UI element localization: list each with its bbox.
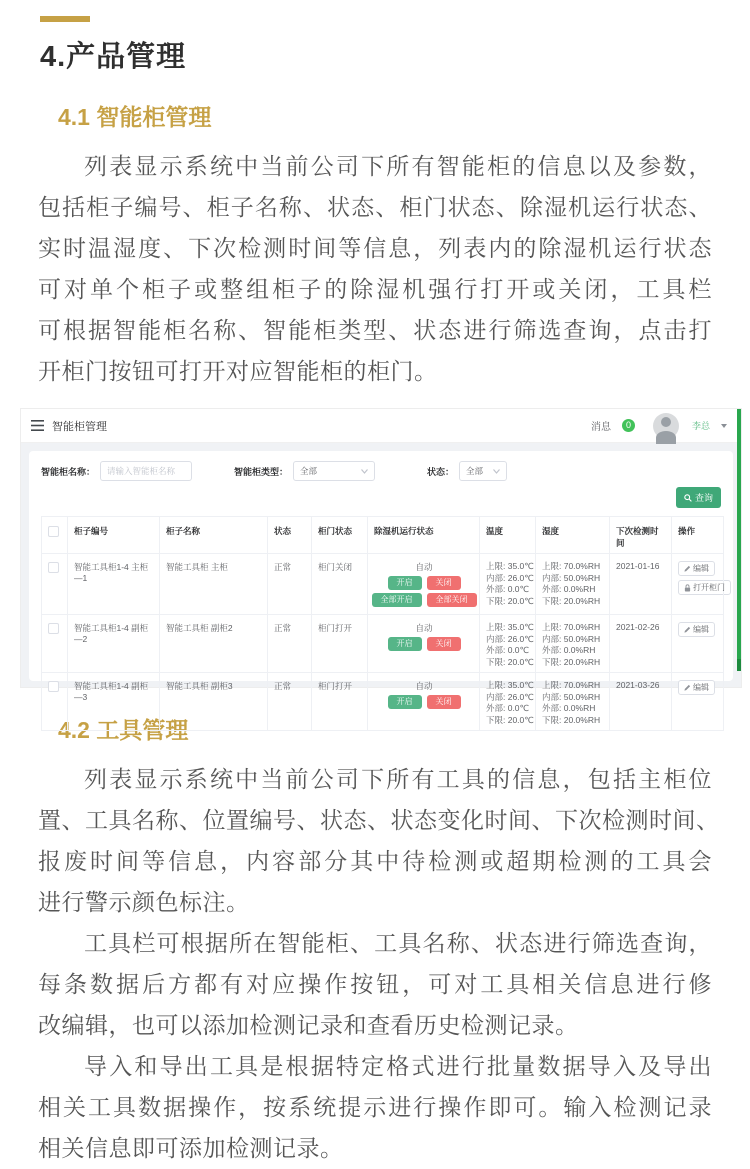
cabinet-table <box>41 516 724 731</box>
column-header: 状态 <box>268 517 312 554</box>
next-check-cell: 2021-03-26 <box>610 673 672 731</box>
dehumidifier-on-button[interactable]: 开启 <box>388 576 422 590</box>
cabinet-no-cell: 智能工具柜1-4 副柜—2 <box>68 615 160 673</box>
row-checkbox[interactable] <box>48 623 59 634</box>
dehumidifier-on-button[interactable]: 开启 <box>388 695 422 709</box>
column-header: 湿度 <box>536 517 610 554</box>
section-4-2-paragraph-1 <box>38 759 720 923</box>
page-title: 智能柜管理 <box>52 420 107 433</box>
dehumidifier-mode: 自动 <box>415 623 433 633</box>
humidity-cell: 上限: 70.0%RH 内部: 50.0%RH 外部: 0.0%RH 下限: 20.0%RH <box>536 615 610 673</box>
paragraph-line: 报废时间等信息，内容部分其中待检测或超期检测的工具会 <box>38 848 712 874</box>
section-4-1-paragraph <box>38 146 712 392</box>
paragraph-line: 可根据智能柜名称、智能柜类型、状态进行筛选查询，点击打 <box>38 317 712 343</box>
column-header: 除湿机运行状态 <box>368 517 480 554</box>
dehumidifier-all-off-button[interactable]: 全部关闭 <box>427 593 477 607</box>
cabinet-no-cell: 智能工具柜1-4 主柜—1 <box>68 554 160 615</box>
dehumidifier-off-button[interactable]: 关闭 <box>427 637 461 651</box>
section-4-2-paragraph-3 <box>38 1046 712 1169</box>
humidity-cell: 上限: 70.0%RH 内部: 50.0%RH 外部: 0.0%RH 下限: 20.0%RH <box>536 673 610 731</box>
humidity-cell: 上限: 70.0%RH 内部: 50.0%RH 外部: 0.0%RH 下限: 20.0%RH <box>536 554 610 615</box>
search-icon <box>684 494 692 502</box>
column-header: 柜子编号 <box>68 517 160 554</box>
table-row <box>42 673 724 731</box>
dehumidifier-all-on-button[interactable]: 全部开启 <box>372 593 422 607</box>
messages-count-badge: 0 <box>622 419 635 432</box>
temperature-cell: 上限: 35.0℃ 内部: 26.0℃ 外部: 0.0℃ 下限: 20.0℃ <box>480 615 536 673</box>
temperature-cell: 上限: 35.0℃ 内部: 26.0℃ 外部: 0.0℃ 下限: 20.0℃ <box>480 673 536 731</box>
paragraph-line: 进行警示颜色标注。 <box>38 889 250 915</box>
actions-cell <box>672 554 724 615</box>
edit-button[interactable]: 编辑 <box>678 622 715 637</box>
dehumidifier-mode: 自动 <box>415 562 433 572</box>
pencil-icon <box>684 684 691 691</box>
embedded-screenshot <box>20 408 742 725</box>
dehumidifier-off-button[interactable]: 关闭 <box>427 576 461 590</box>
pencil-icon <box>684 626 691 633</box>
cabinet-name-label: 智能柜名称： <box>41 466 96 477</box>
paragraph-line: 列表显示系统中当前公司下所有智能柜的信息以及参数， <box>84 153 712 179</box>
pencil-icon <box>684 565 691 572</box>
paragraph-line: 列表显示系统中当前公司下所有工具的信息，包括主柜位 <box>84 766 712 792</box>
next-check-cell: 2021-01-16 <box>610 554 672 615</box>
cabinet-no-cell: 智能工具柜1-4 副柜—3 <box>68 673 160 731</box>
status-cell: 正常 <box>268 554 312 615</box>
filter-toolbar <box>41 461 721 481</box>
table-row <box>42 554 724 615</box>
edit-button[interactable]: 编辑 <box>678 561 715 576</box>
accent-bar <box>40 16 90 22</box>
paragraph-line: 改编辑，也可以添加检测记录和查看历史检测记录。 <box>38 1012 579 1038</box>
table-header-row <box>42 517 724 554</box>
door-status-cell: 柜门打开 <box>312 673 368 731</box>
scrollbar-thumb[interactable] <box>737 409 741 659</box>
cabinet-name-cell: 智能工具柜 副柜2 <box>160 615 268 673</box>
hamburger-menu-icon[interactable] <box>31 420 44 431</box>
chevron-down-icon[interactable] <box>721 424 727 428</box>
column-header: 操作 <box>672 517 724 554</box>
select-all-checkbox[interactable] <box>48 526 59 537</box>
paragraph-line: 工具栏可根据所在智能柜、工具名称、状态进行筛选查询， <box>84 930 712 956</box>
avatar[interactable] <box>653 413 679 439</box>
chevron-down-icon <box>361 469 368 474</box>
status-cell: 正常 <box>268 615 312 673</box>
lock-icon <box>684 584 691 592</box>
table-row <box>42 615 724 673</box>
column-header: 温度 <box>480 517 536 554</box>
cabinet-type-label: 智能柜类型： <box>234 466 289 477</box>
dehumidifier-on-button[interactable]: 开启 <box>388 637 422 651</box>
paragraph-line: 置、工具名称、位置编号、状态、状态变化时间、下次检测时间、 <box>38 807 720 833</box>
section-4-2-paragraph-2 <box>38 923 712 1046</box>
cabinet-type-select[interactable]: 全部 <box>293 461 375 481</box>
dehumidifier-cell <box>368 615 480 673</box>
temperature-cell: 上限: 35.0℃ 内部: 26.0℃ 外部: 0.0℃ 下限: 20.0℃ <box>480 554 536 615</box>
messages-link[interactable]: 消息 <box>590 422 611 433</box>
row-checkbox[interactable] <box>48 681 59 692</box>
paragraph-line: 开柜门按钮可打开对应智能柜的柜门。 <box>38 358 438 384</box>
next-check-cell: 2021-02-26 <box>610 615 672 673</box>
app-content <box>21 443 741 725</box>
cabinet-name-cell: 智能工具柜 主柜 <box>160 554 268 615</box>
paragraph-line: 相关信息即可添加检测记录。 <box>38 1135 344 1161</box>
status-select[interactable]: 全部 <box>459 461 507 481</box>
cabinet-name-input[interactable] <box>100 461 192 481</box>
status-label: 状态： <box>427 466 455 477</box>
dehumidifier-mode: 自动 <box>415 681 433 691</box>
door-status-cell: 柜门打开 <box>312 615 368 673</box>
paragraph-line: 可对单个柜子或整组柜子的除湿机强行打开或关闭，工具栏 <box>38 276 712 302</box>
column-header: 下次检测时间 <box>610 517 672 554</box>
door-status-cell: 柜门关闭 <box>312 554 368 615</box>
app-topbar <box>21 409 741 443</box>
status-cell: 正常 <box>268 673 312 731</box>
dehumidifier-cell <box>368 673 480 731</box>
actions-cell <box>672 615 724 673</box>
paragraph-line: 包括柜子编号、柜子名称、状态、柜门状态、除湿机运行状态、 <box>38 194 712 220</box>
section-4-1-title: 4.1 智能柜管理 <box>58 104 212 130</box>
row-checkbox[interactable] <box>48 562 59 573</box>
open-door-button[interactable]: 打开柜门 <box>678 580 731 595</box>
chapter-title: 4.产品管理 <box>40 41 187 73</box>
paragraph-line: 实时温湿度、下次检测时间等信息，列表内的除湿机运行状态 <box>38 235 712 261</box>
scrollbar[interactable] <box>737 409 741 671</box>
edit-button[interactable]: 编辑 <box>678 680 715 695</box>
username-menu[interactable]: 李总 <box>691 421 710 431</box>
paragraph-line: 相关工具数据操作，按系统提示进行操作即可。输入检测记录 <box>38 1094 712 1120</box>
main-panel <box>29 451 733 725</box>
chevron-down-icon <box>493 469 500 474</box>
paragraph-line: 导入和导出工具是根据特定格式进行批量数据导入及导出 <box>84 1053 712 1079</box>
dehumidifier-cell <box>368 554 480 615</box>
dehumidifier-off-button[interactable]: 关闭 <box>427 695 461 709</box>
actions-cell <box>672 673 724 731</box>
cabinet-name-cell: 智能工具柜 副柜3 <box>160 673 268 731</box>
section-4-2-title: 4.2 工具管理 <box>58 717 189 743</box>
column-header: 柜门状态 <box>312 517 368 554</box>
paragraph-line: 每条数据后方都有对应操作按钮，可对工具相关信息进行修 <box>38 971 712 997</box>
search-button[interactable]: 查询 <box>676 487 721 508</box>
column-header: 柜子名称 <box>160 517 268 554</box>
